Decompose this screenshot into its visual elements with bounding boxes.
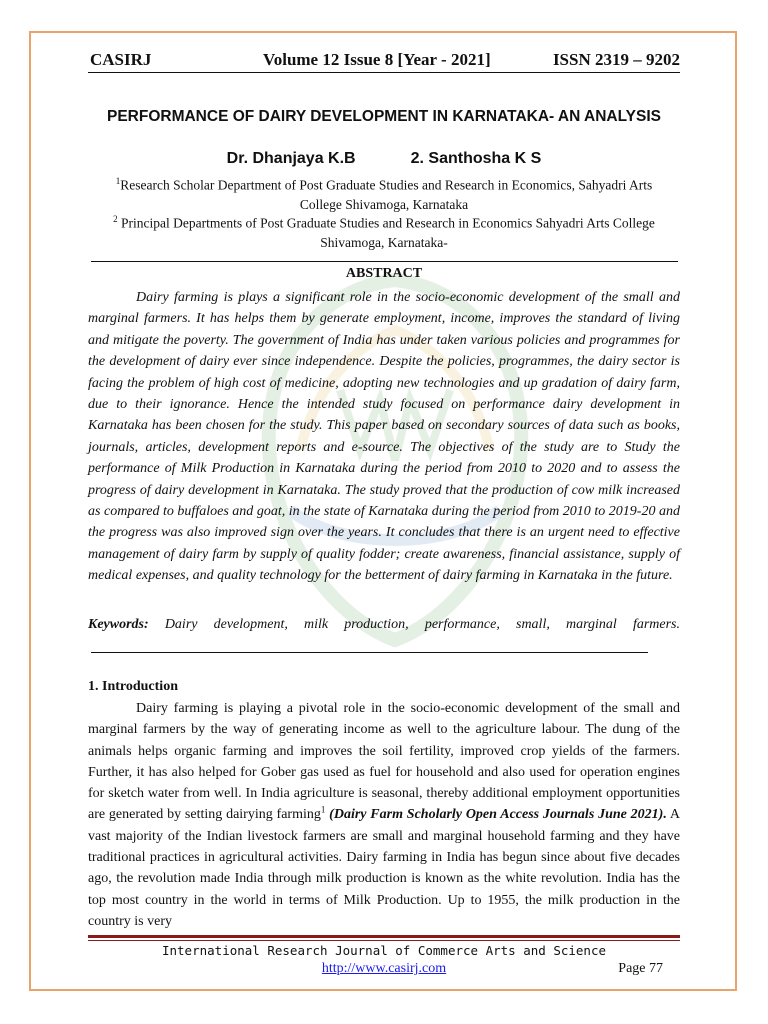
intro-text-part-2: A vast majority of the Indian livestock farmers are small and marginal household farming and they have traditional practices in agricultural activities. Dairy farming in India has begun since about five decades ago, the revolution made India through milk production is known as the white revolution. India has the top most country in the world in terms of Milk Production. Up to 1955, the milk production in the country is very (88, 807, 680, 929)
intro-text-part-1: Dairy farming is playing a pivotal role in the socio-economic development of the small and marginal farmers by the way of generating income as well to the agriculture labour. The dung of the animals helps organic farming and improves the soil fertility, improved crop yields of the farmers. Further, it has also helped for Gober gas used as fuel for household and also used for operation engines for sketch water from well. In India agriculture is seasonal, thereby additional employment opportunities are generated by setting dairying farming (88, 701, 680, 823)
keywords-line (88, 614, 680, 635)
abstract-heading: ABSTRACT (345, 266, 423, 281)
affiliation-2 (98, 210, 670, 252)
section-heading: 1. Introduction (88, 679, 178, 694)
author-line (88, 150, 680, 168)
introduction-body (88, 698, 680, 932)
footer-rule (88, 935, 680, 938)
header-volume: Volume 12 Issue 8 [Year - 2021] (263, 50, 491, 69)
footer-link[interactable]: http://www.casirj.com (321, 961, 447, 976)
affiliation-1 (98, 172, 670, 214)
header-issn: ISSN 2319 – 9202 (552, 50, 680, 69)
abstract-body: Dairy farming is plays a significant role in the socio-economic development of the small and marginal farmers. It has helps them by generate employment, income, improves the standard of living and mitigate the poverty. The government of India has under taken various policies and programmes for the development of dairy ever since independence. Despite the policies, programmes, the dairy sector is facing the problem of high cost of medicine, adopting new technologies and up gradation of dairy farm, due to their ignorance. Hence the intended study focused on performance dairy development in Karnataka has been chosen for the study. This paper based on secondary sources of data such as books, journals, articles, development reports and e-source. The objectives of the study are to Study the performance of Milk Production in Karnataka during the period from 2010 to 2020 and to assess the progress of dairy development in Karnataka. The study proved that the production of cow milk increased as compared to buffaloes and goat, in the state of Karnataka during the period from 2010 to 2019-20 and the progress was also improved sign over the years. It concludes that there is an urgent need to effective management of dairy farm by supply of quality fodder; create awareness, financial assistance, supply of medical expenses, and quality technology for the betterment of dairy farming in Karnataka in the future. (88, 290, 680, 584)
affiliation-1-text: Research Scholar Department of Post Graduate Studies and Research in Economics, Sahyadri Arts College Shivamoga, Karnataka (120, 177, 653, 212)
footer-rule-thin (88, 940, 680, 941)
paper-title: PERFORMANCE OF DAIRY DEVELOPMENT IN KARNATAKA- AN ANALYSIS (106, 108, 661, 125)
separator-rule (91, 652, 648, 653)
footnote-mark: 1 (320, 804, 326, 815)
author-1: Dr. Dhanjaya K.B (226, 150, 356, 167)
keywords-text: Dairy development, milk production, performance, small, marginal farmers. (148, 617, 680, 632)
footer-journal-name: International Research Journal of Commerce Arts and Science (161, 943, 606, 958)
page-number: Page 77 (618, 961, 663, 976)
author-2: 2. Santhosha K S (410, 150, 542, 167)
affiliation-2-mark: 2 (113, 214, 118, 224)
affiliation-2-text: Principal Departments of Post Graduate Studies and Research in Economics Sahyadri Arts College Shivamoga, Karnataka- (117, 215, 655, 250)
affiliation-1-mark: 1 (115, 176, 121, 186)
separator-rule (91, 261, 678, 262)
keywords-label: Keywords: (88, 617, 149, 632)
citation: (Dairy Farm Scholarly Open Access Journals June 2021). (329, 807, 667, 823)
running-header (88, 46, 680, 73)
header-journal: CASIRJ (90, 50, 152, 69)
